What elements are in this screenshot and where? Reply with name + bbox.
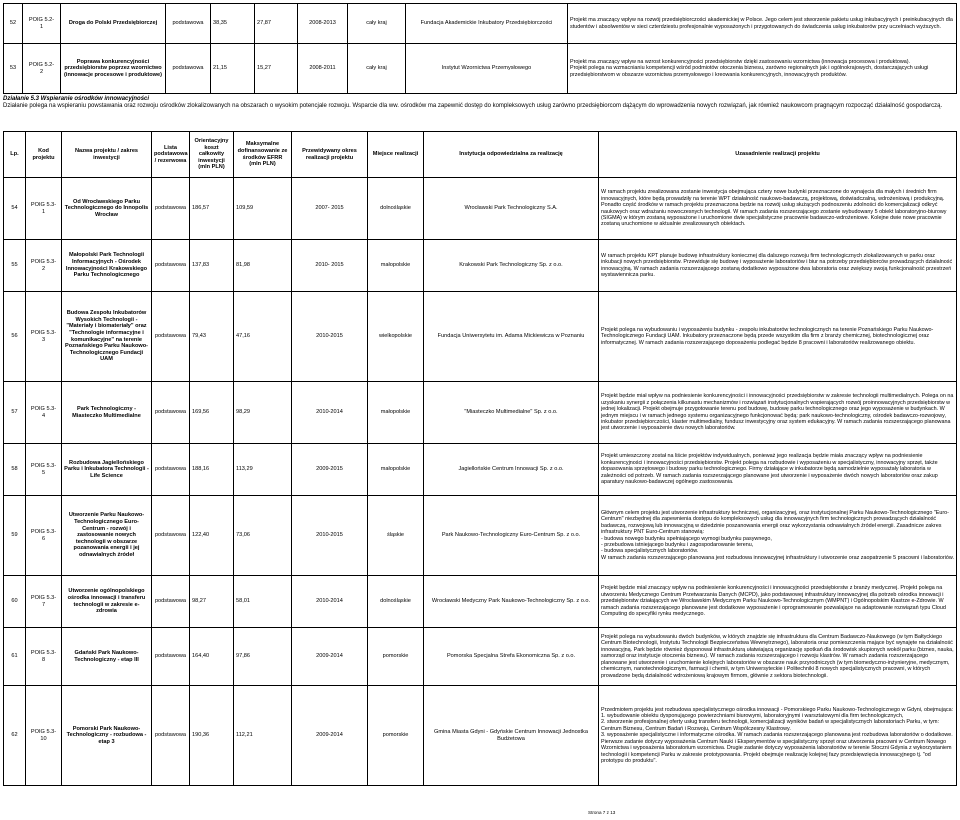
- cell-miejsce: małopolskie: [368, 240, 424, 292]
- cell-lp: 52: [4, 4, 23, 44]
- cell-miejsce: cały kraj: [348, 44, 406, 94]
- cell-lp: 55: [4, 240, 26, 292]
- table-row: [4, 240, 957, 292]
- cell-kod: POIG 5.3- 5: [26, 444, 62, 496]
- cell-kod: POIG 5.3- 3: [26, 292, 62, 382]
- cell-lp: 54: [4, 178, 26, 240]
- cell-lista: podstawowa: [152, 496, 190, 576]
- cell-efrr: 97,86: [234, 628, 292, 686]
- cell-kod: POIG 5.3- 4: [26, 382, 62, 444]
- cell-miejsce: pomorskie: [368, 628, 424, 686]
- cell-efrr: 109,59: [234, 178, 292, 240]
- cell-opis: Projekt będzie miał znaczący wpływ na podniesienie konkurencyjności i innowacyjności przedsiębiorstw z branży medycznej. Projekt polega na utworzeniu Medycznego Centrum Przetwarzania Danych (MCPD), jako podstawowej infrastruktury innowacyjnej dla potrzeb ośrodka innowacji i przedsiębiorstw działających we Wrocławskim Medycznym Parku Naukowo-Technologicznym (WMPNT) i Ogólnopolskim Klastrze e-Zdrowie. W ramach zadania rozszerzającego planowane jest dodatkowe wyposażenie i oprogramowanie pozwalające na adaptowanie rozwiązań typu Cloud Computing do specyfiki rynku medycznego.: [599, 576, 957, 628]
- cell-opis: Głównym celem projektu jest utworzenie infrastruktury technicznej, organizacyjnej, oraz instytucjonalnej Parku Naukowo-Technologicznego "Euro-Centrum" niezbędnej dla zapewnienia dostępu do kompleksowych usług dla innowacyjnych firm technologicznych prowadzących działalność badawczą, rozwojową lub innowacyjną w dziedzinie poszanowania energii oraz wykorzystania odnawialnych źródeł energii. Zasadnicze zakres infrastruktury PNT Euro-Centrum stanowią: - budowa nowego budynku spełniającego wymogi budynku pasywnego, - przebudowa istniejącego budynku i zagospodarowanie terenu, - budowa specjalistycznych laboratoriów. W ramach zadania rozszerzającego planowana jest rozbudowa innowacyjnej infrastruktury i utworzenie oraz zaopatrzenie 5 pracowni i laboratoriów.: [599, 496, 957, 576]
- cell-miejsce: cały kraj: [348, 4, 406, 44]
- cell-nazwa: Utworzenie ogólnopolskiego ośrodka innowacji i transferu technologii w zakresie e-zdrowia: [62, 576, 152, 628]
- cell-nazwa: Pomorski Park Naukowo-Technologiczny - rozbudowa - etap 3: [62, 686, 152, 786]
- cell-efrr: 81,98: [234, 240, 292, 292]
- cell-kod: POIG 5.2- 2: [23, 44, 61, 94]
- table-row: [4, 444, 957, 496]
- cell-okres: 2010-2015: [292, 292, 368, 382]
- cell-miejsce: dolnośląskie: [368, 576, 424, 628]
- cell-nazwa: Małopolski Park Technologii Informacyjnych - Ośrodek Innowacyjności Krakowskiego Parku Technologicznego: [62, 240, 152, 292]
- cell-efrr: 15,27: [255, 44, 298, 94]
- cell-nazwa: Rozbudowa Jagiellońskiego Parku i Inkubatora Technologii - Life Science: [62, 444, 152, 496]
- cell-lista: podstawowa: [152, 686, 190, 786]
- cell-lista: podstawowa: [152, 576, 190, 628]
- cell-kod: POIG 5.3- 6: [26, 496, 62, 576]
- cell-lp: 61: [4, 628, 26, 686]
- cell-lista: podstawowa: [152, 382, 190, 444]
- cell-kod: POIG 5.3- 2: [26, 240, 62, 292]
- cell-instytucja: Fundacja Uniwersytetu im. Adama Mickiewicza w Poznaniu: [424, 292, 599, 382]
- cell-miejsce: małopolskie: [368, 382, 424, 444]
- cell-lp: 59: [4, 496, 26, 576]
- cell-opis: W ramach projektu zrealizowana zostanie inwestycja obejmująca cztery nowe budynki przeznaczone do wynajęcia dla małych i średnich firm innowacyjnych, które będą prowadziły na terenie WPT działalność naukowo-badawczą, projektową, doświadczalną, wdrożeniową i produkcyjną. Ponadto część środków w ramach projektu przeznaczona będzie na rozwój usług służących podnoszeniu zdolności do komercjalizacji odkryć naukowych oraz wdrażaniu nowoczesnych technologii. W ramach zadania rozszerzającego zostanie wybudowany 5 obiekt laboratoryjno-biurowy (SIGMA) w którym zostaną wyposażone i uruchomione dwie specjalistyczne pracownie badawczo-wdrożeniowe. Kolejne dwie nowe pracownie zostaną uruchomione w aktualnie zrealizowanych obiektach.: [599, 178, 957, 240]
- cell-lista: podstawowa: [152, 628, 190, 686]
- cell-lista: podstawowa: [152, 178, 190, 240]
- section-description: Działanie polega na wspieraniu powstawania oraz rozwoju ośrodków zlokalizowanych na obszarach o wysokim potencjale rozwoju. Wsparcie dla ww. ośrodków ma zapewnić dostęp do kompleksowych usług zarówno przedsiębiorcom dążącym do wprowadzenia nowych rozwiązań, jak również naukowcom pragnącym rozpocząć działalność gospodarczą.: [3, 103, 943, 110]
- cell-kod: POIG 5.3- 8: [26, 628, 62, 686]
- cell-nazwa: Budowa Zespołu Inkubatorów Wysokich Technologii - "Materiały i biomateriały" oraz "Technologie informacyjne i komunikacyjne" na terenie Poznańskiego Parku Naukowo-Technologicznego Fundacji UAM: [62, 292, 152, 382]
- cell-kod: POIG 5.2- 1: [23, 4, 61, 44]
- cell-opis: Projekt umieszczony został na liście projektów indywidualnych, ponieważ jego realizacja będzie miała znaczący wpływ na podniesienie konkurencyjności i innowacyjności przedsiębiorstw. Projekt polega na rozbudowie i wyposażeniu w specjalistyczny, innowacyjny sprzęt, także dopasowania sprzętowego i budowy parku technologicznego. Firmy działające w inkubatorze będą samodzielnie wyposażały laboratoria w zależności od potrzeb. W ramach zadania rozszerzającego planowane jest utworzenie i wyposażenie dwóch nowych laboratoriów oraz zakup aparatury naukowo-badawczej ogólnego zastosowania.: [599, 444, 957, 496]
- cell-instytucja: Park Naukowo-Technologiczny Euro-Centrum Sp. z o.o.: [424, 496, 599, 576]
- cell-okres: 2008-2011: [298, 44, 348, 94]
- cell-opis: Projekt będzie miał wpływ na podniesienie konkurencyjności i innowacyjności przedsiębiorstw w zakresie technologii multimedialnych. Polega on na uzyskaniu synergii z połączenia kilkunastu mechanizmów i rozwiązań instytucjonalnych wspierających rozwój proinnowacyjnych przedsiębiorstw w jednej lokalizacji. Projekt obejmuje przygotowanie terenu pod budowę, budowę parku technologicznego oraz jego wyposażenie w budynkach. W jednym miejscu i w ramach jednego systemu organizacyjnego funkcjonować będą: park naukowo-technologiczny, ośrodek badawczo-rozwojowy, inkubator przedsiębiorczości, klaster multimedialny, fundusz inwestycyjny oraz system edukacyjny. W ramach zadania rozszerzającego planowana jest utworzenie i wyposażenie dwu nowych laboratoriów.: [599, 382, 957, 444]
- cell-okres: 2007- 2015: [292, 178, 368, 240]
- header-miejsce: Miejsce realizacji: [368, 132, 424, 178]
- cell-koszt: 98,27: [190, 576, 234, 628]
- top-table: [3, 3, 957, 94]
- header-kod: Kod projektu: [26, 132, 62, 178]
- cell-miejsce: śląskie: [368, 496, 424, 576]
- cell-okres: 2009-2014: [292, 628, 368, 686]
- cell-instytucja: Gmina Miasta Gdyni - Gdyńskie Centrum Innowacji Jednostka Budżetowa: [424, 686, 599, 786]
- cell-nazwa: Park Technologiczny - Miasteczko Multimedialne: [62, 382, 152, 444]
- cell-instytucja: Instytut Wzornictwa Przemysłowego: [406, 44, 568, 94]
- cell-opis: Przedmiotem projektu jest rozbudowa specjalistycznego ośrodka innowacji - Pomorskiego Parku Naukowo-Technologicznego w Gdyni, obejmująca: 1. wybudowanie obiektu dysponującego powierzchniami biurowymi, laboratoryjnymi i warsztatowymi dla firm technologicznych, 2. stworzenie profesjonalnej oferty usług transferu technologii, komercjalizacji wyników badań w specjalistycznych laboratoriach Parku, w tym: Centrum Biznesu, Centrum Badań i Rozwoju, Centrum Wspólczesny Klastrowy. 3. wyposażenie specjalistyczne i informatyczne ośrodka. W ramach zadania rozszerzającego planowana jest rozbudowa laboratoriów o dodatkowe. Pierwsze zadanie dotyczy wyposażenia Centrum Nauki i Eksperymentów w specjalistyczny sprzęt oraz utworzenia pracowni w Centrum Nowego Wzornictwa i wyposażenia laboratorium wzornictwa. Drugie zadanie dotyczy wyposażenia laboratoriów w terenie Stoczni Gdynia z wykorzystaniem technologii i kompetencji Parku w zakresie prototypowania. Projekt obejmuje realizację kolejnej fazy przedsięwzięcia innowacyjnego tj. "od prototypu do produktu".: [599, 686, 957, 786]
- table-row: [4, 496, 957, 576]
- cell-efrr: 113,29: [234, 444, 292, 496]
- table-row: [4, 178, 957, 240]
- cell-kod: POIG 5.3- 10: [26, 686, 62, 786]
- cell-efrr: 58,01: [234, 576, 292, 628]
- cell-lp: 60: [4, 576, 26, 628]
- cell-instytucja: Jagiellońskie Centrum Innowacji Sp. z o.o.: [424, 444, 599, 496]
- cell-instytucja: Wrocławski Medyczny Park Naukowo-Technologiczny Sp. z o.o.: [424, 576, 599, 628]
- cell-opis: W ramach projektu KPT planuje budowę infrastruktury koniecznej dla dalszego rozwoju firm technologicznych zlokalizowanych w parku oraz inkubacji nowych przedsiębiorstw. Przewiduje się budowę i wyposażenie laboratoriów i biur na potrzeby przedsiębiorców prowadzących działalność innowacyjną. W ramach zadania rozszerzającego zostaną dodatkowo wyposażone dwa laboratoria oraz zwiększy swoją funkcjonalność przestrzeń wystawiennicza parku.: [599, 240, 957, 292]
- cell-miejsce: małopolskie: [368, 444, 424, 496]
- cell-efrr: 27,87: [255, 4, 298, 44]
- header-koszt: Orientacyjny koszt całkowity inwestycji (mln PLN): [190, 132, 234, 178]
- cell-efrr: 112,21: [234, 686, 292, 786]
- cell-miejsce: wielkopolskie: [368, 292, 424, 382]
- cell-okres: 2010-2015: [292, 496, 368, 576]
- cell-lp: 58: [4, 444, 26, 496]
- header-okres: Przewidywany okres realizacji projektu: [292, 132, 368, 178]
- header-lp: Lp.: [4, 132, 26, 178]
- cell-okres: 2008-2013: [298, 4, 348, 44]
- cell-nazwa: Gdański Park Naukowo-Technologiczny - etap III: [62, 628, 152, 686]
- cell-opis: Projekt ma znaczący wpływ na wzrost konkurencyjności przedsiębiorstw dzięki zastosowaniu wzornictwa (innowacja procesowa i produktowa). Projekt polega na wzmacnianiu kompetencji wśród podmiotów otoczenia biznesu, zarówno regionalnych jak i ogólnokrajowych, dostarczających usługi przedsiębiorstwom w obszarze wzornictwa przemysłowego i kreowania konkurencyjnych, innowacyjnych produktów.: [568, 44, 957, 94]
- cell-nazwa: Od Wrocławskiego Parku Technologicznego do Innopolis Wrocław: [62, 178, 152, 240]
- table-row: [4, 686, 957, 786]
- cell-opis: Projekt polega na wybudowaniu i wyposażeniu budynku - zespołu inkubatorów technologicznych na terenie Poznańskiego Parku Naukowo-Technologicznego Fundacji UAM. Inkubatory przeznaczone będą przede wszystkim dla firm z branży chemicznej, biotechnologicznej oraz informatycznej. W ramach zadania rozszerzającego doposażeniu podlegać będzie 8 pracowni i laboratoriów realizowanego obiektu.: [599, 292, 957, 382]
- cell-miejsce: dolnośląskie: [368, 178, 424, 240]
- cell-koszt: 137,83: [190, 240, 234, 292]
- cell-efrr: 98,29: [234, 382, 292, 444]
- cell-kod: POIG 5.3- 1: [26, 178, 62, 240]
- cell-nazwa: Utworzenie Parku Naukowo-Technologicznego Euro-Centrum - rozwój i zastosowanie nowych technologii w obszarze pozanowania energii i jej odnawialnych źródeł: [62, 496, 152, 576]
- cell-miejsce: pomorskie: [368, 686, 424, 786]
- section-title: Działanie 5.3 Wspieranie ośrodków innowacyjności: [3, 96, 150, 102]
- cell-koszt: 164,40: [190, 628, 234, 686]
- page-number: Strona 7 z 13: [588, 810, 616, 815]
- cell-opis: Projekt ma znaczący wpływ na rozwój przedsiębiorczości akademickiej w Polsce. Jego celem jest stworzenie pakietu usług inkubacyjnych i preinkubacyjnych dla studentów i absolwentów w sieci czterdziestu profesjonalnie wyposażonych i przygotowanych do świadczenia usług inkubatorów przy uczelniach wyższych.: [568, 4, 957, 44]
- cell-efrr: 47,16: [234, 292, 292, 382]
- cell-okres: 2010-2014: [292, 382, 368, 444]
- cell-instytucja: "Miasteczko Multimedialne" Sp. z o.o.: [424, 382, 599, 444]
- table-row: [4, 576, 957, 628]
- cell-koszt: 169,56: [190, 382, 234, 444]
- cell-koszt: 186,57: [190, 178, 234, 240]
- table-row: [4, 628, 957, 686]
- section-5-3: [3, 96, 956, 111]
- cell-koszt: 79,43: [190, 292, 234, 382]
- cell-instytucja: Fundacja Akademickie Inkubatory Przedsiębiorczości: [406, 4, 568, 44]
- cell-lista: podstawowa: [152, 292, 190, 382]
- projects-table: [3, 131, 957, 786]
- cell-lp: 62: [4, 686, 26, 786]
- cell-instytucja: Krakowski Park Technologiczny Sp. z o.o.: [424, 240, 599, 292]
- cell-lp: 53: [4, 44, 23, 94]
- cell-okres: 2009-2014: [292, 686, 368, 786]
- cell-koszt: 21,15: [211, 44, 255, 94]
- header-efrr: Maksymalne dofinansowanie ze środków EFRR (mln PLN): [234, 132, 292, 178]
- header-nazwa: Nazwa projektu / zakres inwestycji: [62, 132, 152, 178]
- cell-opis: Projekt polega na wybudowaniu dwóch budynków, w których znajdzie się infrastruktura dla Centrum Badawczo-Naukowego (w tym Bałtyckiego Centrum Biotechnologii, Instytutu Technologii Bezpieczeństwa Wewnętrznego), laboratoria oraz pomieszczenia mające być wynajęte na działalność innowacyjną. Park będzie również dysponował infrastrukturą ułatwiającą organizację spotkań dla środowisk skupionych wokół parku (biznes, nauka, samorząd oraz instytucje otoczenia biznesu). W ramach zadania rozszerzającego i rozwoju klastrów. W ramach zadania rozszerzającego planowane jest utworzenie i uruchomienie kolejnych laboratoriów w obszarze nauk przyrodniczych (w tym biomedyczno-inżynieryjne, medycznym, chemicznym, nanotechnologicznym, farmacji i chemii, w tym Uniwersyteckie i Politechniki 8 nowych specjalistycznych pracowni, w których prowadzone będą działalność wdrożeniową krajowym firmom, głównie z sektora biotechnologii.: [599, 628, 957, 686]
- cell-okres: 2009-2015: [292, 444, 368, 496]
- table-row: [4, 292, 957, 382]
- cell-instytucja: Wrocławski Park Technologiczny S.A.: [424, 178, 599, 240]
- table-row: [4, 44, 957, 94]
- cell-lp: 57: [4, 382, 26, 444]
- cell-lista: podstawowa: [166, 4, 211, 44]
- cell-okres: 2010-2014: [292, 576, 368, 628]
- header-instytucja: Instytucja odpowiedzialna za realizację: [424, 132, 599, 178]
- cell-lista: podstawowa: [152, 444, 190, 496]
- cell-lista: podstawowa: [152, 240, 190, 292]
- table-row: [4, 4, 957, 44]
- header-row: [4, 132, 957, 178]
- cell-koszt: 188,16: [190, 444, 234, 496]
- table-row: [4, 382, 957, 444]
- cell-efrr: 73,06: [234, 496, 292, 576]
- cell-lista: podstawowa: [166, 44, 211, 94]
- cell-nazwa: Droga do Polski Przedsiębiorczej: [61, 4, 166, 44]
- cell-kod: POIG 5.3- 7: [26, 576, 62, 628]
- cell-instytucja: Pomorska Specjalna Strefa Ekonomiczna Sp. z o.o.: [424, 628, 599, 686]
- cell-koszt: 122,40: [190, 496, 234, 576]
- cell-lp: 56: [4, 292, 26, 382]
- header-lista: Lista podstawowa / rezerwowa: [152, 132, 190, 178]
- cell-koszt: 38,35: [211, 4, 255, 44]
- cell-nazwa: Poprawa konkurencyjności przedsiębiorstw poprzez wzornictwo (innowacje procesowe i produktowe): [61, 44, 166, 94]
- cell-okres: 2010- 2015: [292, 240, 368, 292]
- header-opis: Uzasadnienie realizacji projektu: [599, 132, 957, 178]
- cell-koszt: 190,36: [190, 686, 234, 786]
